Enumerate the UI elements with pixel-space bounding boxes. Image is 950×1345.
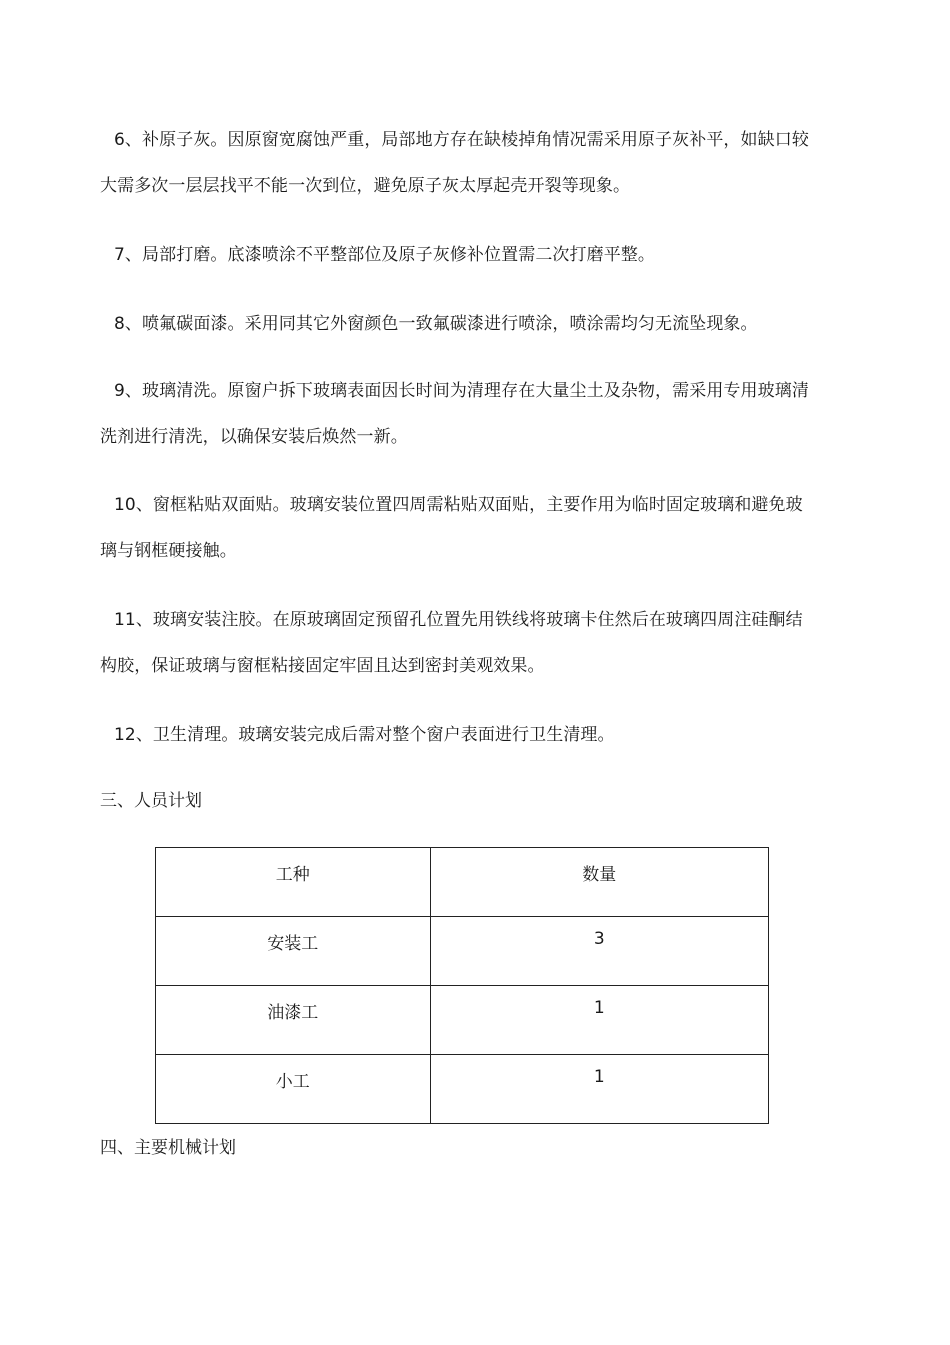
table-cell-trade: 油漆工 [156,986,431,1055]
table-row [156,917,769,986]
staff-plan-table [155,847,769,1124]
table-cell-trade: 小工 [156,1055,431,1124]
paragraph-step-6: 6、补原子灰。因原窗宽腐蚀严重，局部地方存在缺棱掉角情况需采用原子灰补平，如缺口较大需多次一层层找平不能一次到位，避免原子灰太厚起壳开裂等现象。 [100,130,809,196]
table-cell-quantity: 1 [430,1055,768,1124]
section-heading-staff-plan: 三、人员计划 [100,791,202,811]
paragraph-step-11: 11、玻璃安装注胶。在原玻璃固定预留孔位置先用铁线将玻璃卡住然后在玻璃四周注硅酮结构胶，保证玻璃与窗框粘接固定牢固且达到密封美观效果。 [100,610,803,676]
paragraph-step-10: 10、窗框粘贴双面贴。玻璃安装位置四周需粘贴双面贴，主要作用为临时固定玻璃和避免玻璃与钢框硬接触。 [100,495,803,561]
table-row [156,1055,769,1124]
table-cell-quantity: 1 [430,986,768,1055]
paragraph-step-8: 8、喷氟碳面漆。采用同其它外窗颜色一致氟碳漆进行喷涂，喷涂需均匀无流坠现象。 [114,314,758,334]
paragraph-step-9: 9、玻璃清洗。原窗户拆下玻璃表面因长时间为清理存在大量尘土及杂物，需采用专用玻璃清洗剂进行清洗，以确保安装后焕然一新。 [100,381,809,447]
table-cell-trade: 安装工 [156,917,431,986]
paragraph-step-12: 12、卫生清理。玻璃安装完成后需对整个窗户表面进行卫生清理。 [114,725,615,745]
table-header-row [156,848,769,917]
section-heading-machinery-plan: 四、主要机械计划 [100,1138,236,1158]
table-header-cell: 数量 [430,848,768,917]
table-row [156,986,769,1055]
paragraph-step-7: 7、局部打磨。底漆喷涂不平整部位及原子灰修补位置需二次打磨平整。 [114,245,656,265]
table-cell-quantity: 3 [430,917,768,986]
table-header-cell: 工种 [156,848,431,917]
